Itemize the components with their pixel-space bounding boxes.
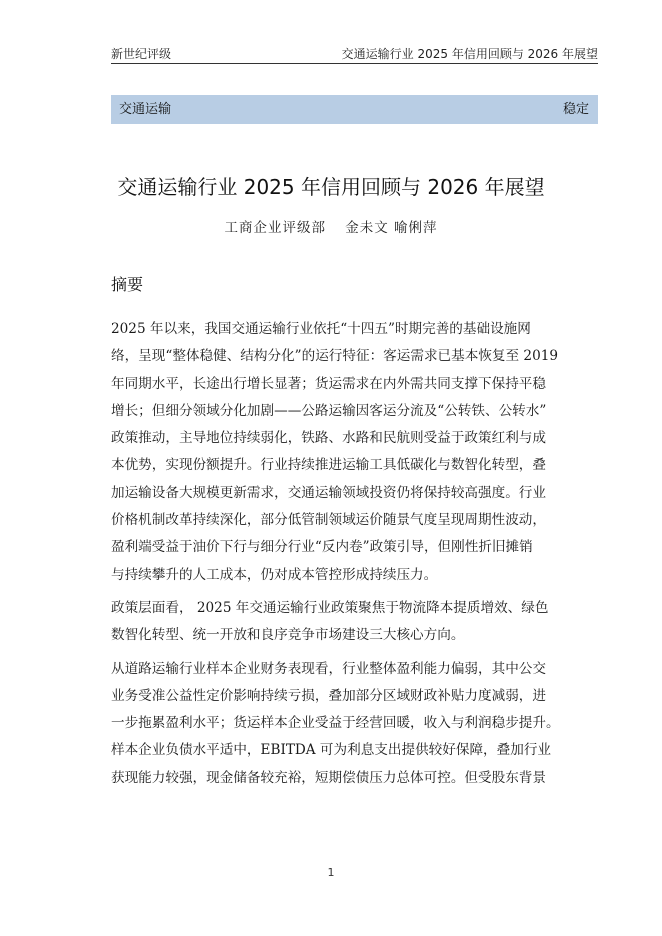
text-line: 数智化转型、统一开放和良序竞争市场建设三大核心方向。 bbox=[111, 627, 465, 644]
paragraph bbox=[111, 316, 599, 589]
text-line: 增长；但细分领域分化加剧——公路运输因客运分流及“公转铁、公转水” bbox=[111, 402, 547, 419]
text-line: 盈利端受益于油价下行与细分行业“反内卷”政策引导，但刚性折旧摊销 bbox=[111, 539, 533, 556]
report-running-title: 交通运输行业 2025 年信用回顾与 2026 年展望 bbox=[341, 47, 598, 61]
text-line: 样本企业负债水平适中，EBITDA 可为利息支出提供较好保障，叠加行业 bbox=[111, 742, 552, 759]
report-title: 交通运输行业 2025 年信用回顾与 2026 年展望 bbox=[117, 175, 545, 199]
category-bar bbox=[111, 95, 598, 124]
publisher-name: 新世纪评级 bbox=[111, 47, 172, 61]
page-number: 1 bbox=[327, 866, 335, 879]
text-line: 本优势，实现份额提升。行业持续推进运输工具低碳化与数智化转型，叠 bbox=[111, 457, 546, 474]
text-line: 获现能力较强，现金储备较充裕，短期偿债压力总体可控。但受股东背景 bbox=[111, 769, 546, 786]
text-line: 络，呈现“整体稳健、结构分化”的运行特征：客运需求已基本恢复至 2019 bbox=[111, 348, 559, 365]
text-line: 一步拖累盈利水平；货运样本企业受益于经营回暖，收入与利润稳步提升。 bbox=[111, 715, 560, 732]
abstract-body bbox=[111, 316, 599, 798]
text-line: 加运输设备大规模更新需求，交通运输领域投资仍将保持较高强度。行业 bbox=[111, 484, 546, 501]
text-line: 价格机制改革持续深化，部分低管制领域运价随景气度呈现周期性波动， bbox=[111, 512, 546, 529]
text-line: 从道路运输行业样本企业财务表现看，行业整体盈利能力偏弱，其中公交 bbox=[111, 660, 546, 677]
text-line: 政策层面看， 2025 年交通运输行业政策聚焦于物流降本提质增效、绿色 bbox=[111, 599, 549, 616]
author-names: 金未文 喻俐萍 bbox=[345, 220, 438, 236]
text-line: 政策推动，主导地位持续弱化，铁路、水路和民航则受益于政策红利与成 bbox=[111, 430, 546, 447]
section-heading: 摘要 bbox=[111, 275, 144, 294]
authors bbox=[0, 217, 662, 239]
industry-category: 交通运输 bbox=[119, 102, 172, 117]
paragraph bbox=[111, 656, 599, 792]
text-line: 2025 年以来，我国交通运输行业依托“十四五”时期完善的基础设施网 bbox=[111, 321, 531, 337]
text-line: 年同期水平，长途出行增长显著；货运需求在内外需共同支撑下保持平稳 bbox=[111, 375, 546, 392]
outlook-rating: 稳定 bbox=[562, 102, 589, 117]
department: 工商企业评级部 bbox=[224, 220, 326, 236]
header-divider bbox=[111, 63, 598, 64]
text-line: 业务受准公益性定价影响持续亏损，叠加部分区域财政补贴力度减弱，进 bbox=[111, 687, 546, 704]
paragraph bbox=[111, 595, 599, 650]
text-line: 与持续攀升的人工成本，仍对成本管控形成持续压力。 bbox=[111, 566, 438, 583]
running-header bbox=[111, 44, 598, 64]
